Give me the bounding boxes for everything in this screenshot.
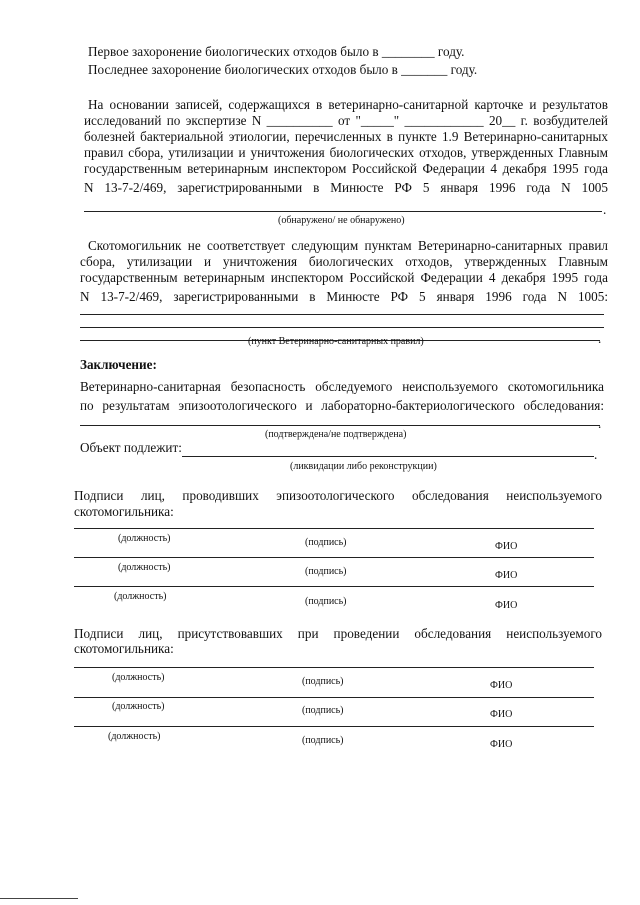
sig2-row3-signature: (подпись) <box>302 735 344 746</box>
basis-line-6: N 13-7-2/469, зарегистрированными в Минюсте РФ 5 января 1996 года N 1005 <box>84 180 608 195</box>
sig1-row3-signature: (подпись) <box>305 596 347 607</box>
sig2-row2-position: (должность) <box>112 701 165 712</box>
conclusion-caption: (подтверждена/не подтверждена) <box>265 429 407 440</box>
first-burial-line: Первое захоронение биологических отходов было в ________ году. <box>88 44 465 59</box>
signatures1-line-1: Подписи лиц, проводивших эпизоотологического обследования неиспользуемого <box>74 488 602 503</box>
sig2-row3-line <box>74 726 594 727</box>
sig2-row3-position: (должность) <box>108 731 161 742</box>
noncompliance-fill-line-1 <box>80 314 604 315</box>
sig1-row1-signature: (подпись) <box>305 537 347 548</box>
noncompliance-line-2: сбора, утилизации и уничтожения биологических отходов, утвержденных Главным <box>80 254 608 269</box>
noncompliance-line-1: Скотомогильник не соответствует следующим пунктам Ветеринарно-санитарных правил <box>88 238 608 253</box>
sig1-row1-position: (должность) <box>118 533 171 544</box>
sig2-row2-line <box>74 697 594 698</box>
signatures1-line-2: скотомогильника: <box>74 504 174 519</box>
sig2-row1-fio: ФИО <box>490 680 513 691</box>
basis-line-1: На основании записей, содержащихся в ветеринарно-санитарной карточке и результатов <box>88 97 608 112</box>
signatures2-line-2: скотомогильника: <box>74 641 174 656</box>
sig1-row2-position: (должность) <box>118 562 171 573</box>
conclusion-line-1: Ветеринарно-санитарная безопасность обследуемого неиспользуемого скотомогильника <box>80 379 604 394</box>
sig2-row2-signature: (подпись) <box>302 705 344 716</box>
sig1-row2-fio: ФИО <box>495 570 518 581</box>
last-burial-line: Последнее захоронение биологических отходов было в _______ году. <box>88 62 478 77</box>
noncompliance-line-3: государственным ветеринарным инспектором Российской Федерации 4 декабря 1995 года <box>80 270 608 285</box>
conclusion-heading: Заключение: <box>80 357 157 372</box>
sig1-row1-line <box>74 528 594 529</box>
footnote-separator <box>0 898 78 899</box>
sig1-row3-position: (должность) <box>114 591 167 602</box>
object-caption: (ликвидации либо реконструкции) <box>290 461 437 472</box>
basis-line-3: болезней бактериальной этиологии, перечисленных в пункте 1.9 Ветеринарно-санитарных <box>84 129 608 144</box>
basis-period: . <box>603 202 607 217</box>
basis-caption: (обнаружено/ не обнаружено) <box>278 215 405 226</box>
conclusion-fill-line <box>80 425 600 426</box>
sig2-row3-fio: ФИО <box>490 739 513 750</box>
sig2-row1-signature: (подпись) <box>302 676 344 687</box>
sig1-row3-line <box>74 586 594 587</box>
basis-line-5: государственным ветеринарным инспектором Российской Федерации 4 декабря 1995 года <box>84 161 608 176</box>
sig2-row2-fio: ФИО <box>490 709 513 720</box>
conclusion-line-2: по результатам эпизоотологического и лабораторно-бактериологического обследования: <box>80 398 604 413</box>
noncompliance-fill-line-2 <box>80 327 604 328</box>
object-period: . <box>594 447 598 462</box>
sig2-row1-line <box>74 667 594 668</box>
signatures2-line-1: Подписи лиц, присутствовавших при проведении обследования неиспользуемого <box>74 626 602 641</box>
noncompliance-period: . <box>598 331 602 346</box>
noncompliance-line-4: N 13-7-2/469, зарегистрированными в Минюсте РФ 5 января 1996 года N 1005: <box>80 289 608 304</box>
basis-line-4: правил сбора, утилизации и уничтожения биологических отходов, утвержденных Главным <box>84 145 608 160</box>
noncompliance-caption: (пункт Ветеринарно-санитарных правил) <box>248 336 424 347</box>
sig2-row1-position: (должность) <box>112 672 165 683</box>
basis-line-2: исследований по экспертизе N __________ от "_____" ____________ 20__ г. возбудителей <box>84 113 608 128</box>
sig1-row2-signature: (подпись) <box>305 566 347 577</box>
object-label: Объект подлежит: <box>80 440 182 455</box>
basis-fill-line <box>84 211 602 212</box>
sig1-row3-fio: ФИО <box>495 600 518 611</box>
object-fill-line <box>182 456 594 457</box>
conclusion-period: . <box>598 416 602 431</box>
sig1-row1-fio: ФИО <box>495 541 518 552</box>
sig1-row2-line <box>74 557 594 558</box>
